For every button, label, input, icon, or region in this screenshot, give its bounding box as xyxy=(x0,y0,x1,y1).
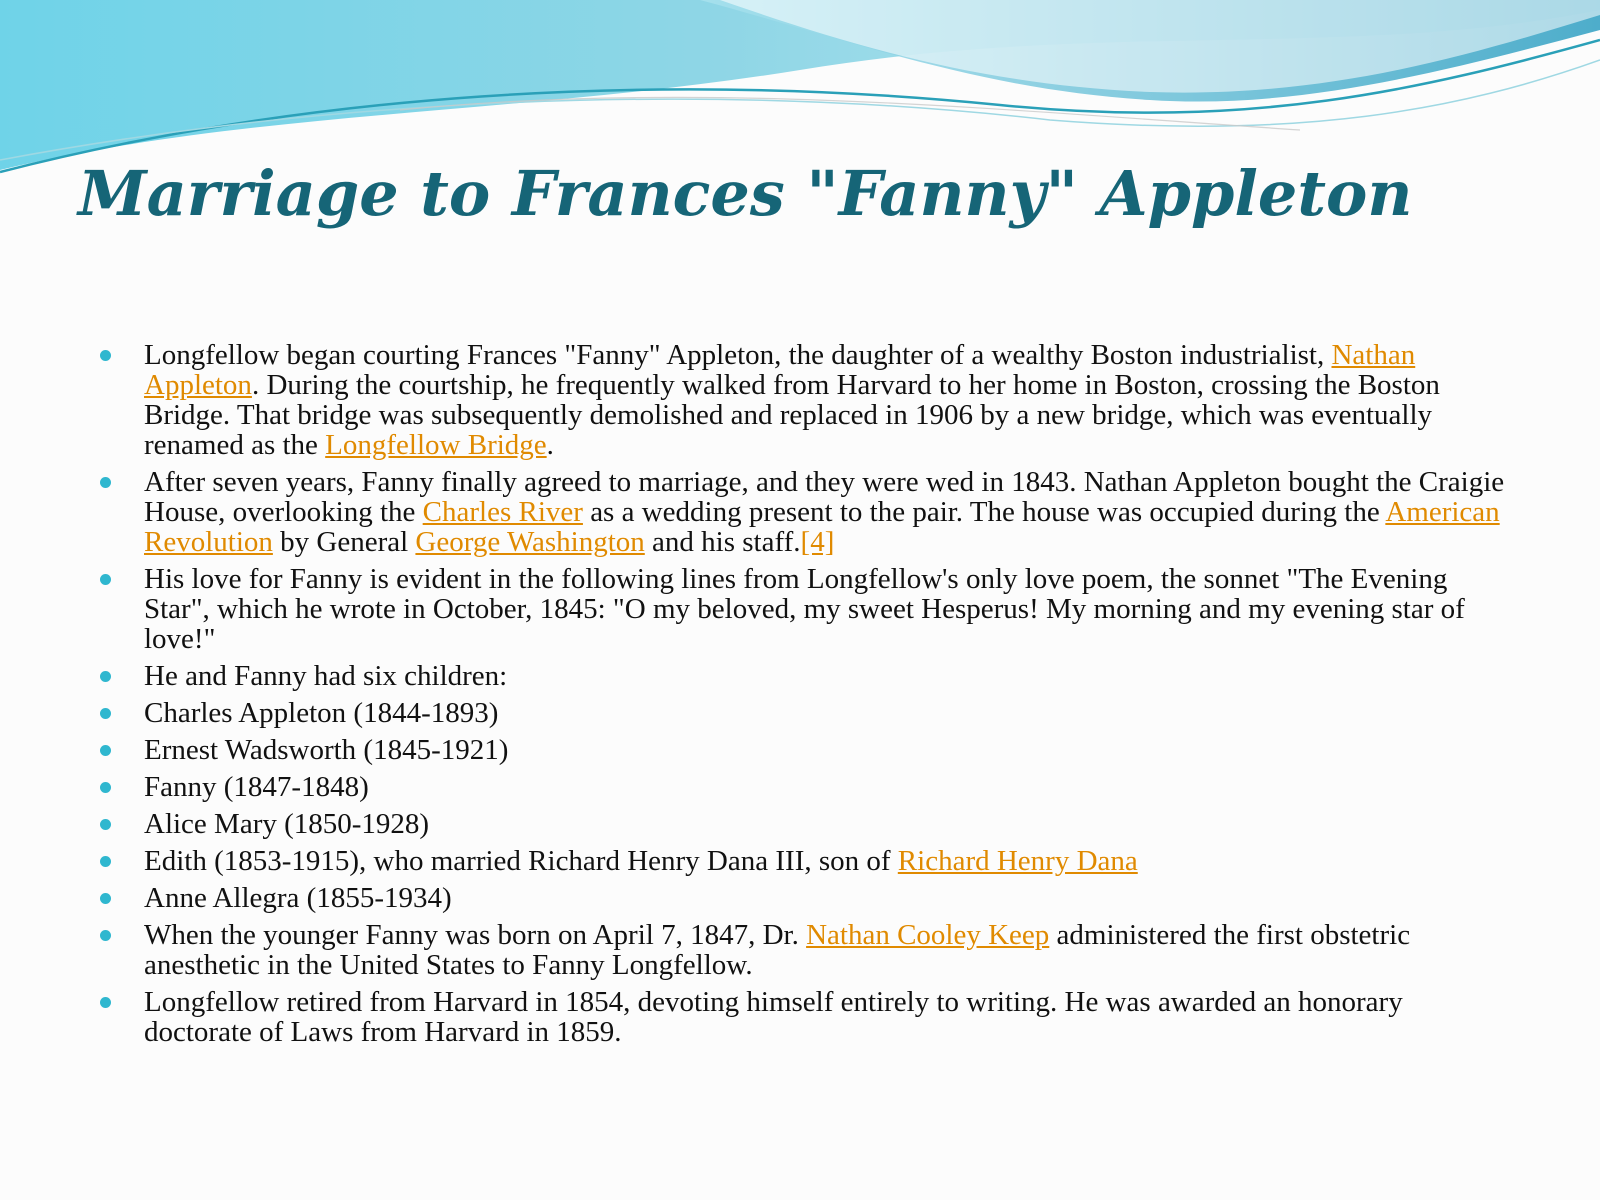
bullet-dot-icon xyxy=(100,350,111,361)
bullet-dot-icon xyxy=(100,893,111,904)
bullet-text: Charles Appleton (1844-1893) xyxy=(144,697,499,729)
bullet-item xyxy=(96,661,1506,691)
hyperlink[interactable]: Nathan Appleton xyxy=(144,339,1416,401)
hyperlink[interactable]: [4] xyxy=(800,526,835,558)
bullet-item xyxy=(96,809,1506,839)
slide-title: Marriage to Frances "Fanny" Appleton xyxy=(78,157,1413,230)
bullet-dot-icon xyxy=(100,708,111,719)
bullet-text: and his staff. xyxy=(644,526,801,558)
hyperlink[interactable]: American Revolution xyxy=(144,496,1500,558)
bullet-text: administered the first obstetric anesthetic in the United States to Fanny Longfellow. xyxy=(144,919,1411,981)
bullet-list xyxy=(96,340,1506,1054)
hyperlink[interactable]: Longfellow Bridge xyxy=(325,429,547,461)
bullet-text: by General xyxy=(272,526,416,558)
bullet-dot-icon xyxy=(100,574,111,585)
bullet-item xyxy=(96,735,1506,765)
bullet-item xyxy=(96,340,1506,460)
bullet-dot-icon xyxy=(100,930,111,941)
bullet-dot-icon xyxy=(100,782,111,793)
bullet-item xyxy=(96,698,1506,728)
hyperlink[interactable]: Richard Henry Dana xyxy=(897,845,1138,877)
bullet-text: . During the courtship, he frequently walked from Harvard to her home in Boston, crossing the Boston Bridge. That bridge was subsequently demolished and replaced in 1906 by a new bridge, which was eventually renamed as the xyxy=(144,369,1440,461)
hyperlink[interactable]: Nathan Cooley Keep xyxy=(806,919,1050,951)
bullet-item xyxy=(96,846,1506,876)
hyperlink[interactable]: George Washington xyxy=(415,526,645,558)
bullet-text: Anne Allegra (1855-1934) xyxy=(144,882,452,914)
bullet-dot-icon xyxy=(100,477,111,488)
bullet-text: . xyxy=(546,429,554,461)
bullet-text: as a wedding present to the pair. The house was occupied during the xyxy=(582,496,1386,528)
bullet-text: Fanny (1847-1848) xyxy=(144,771,369,803)
hyperlink[interactable]: Charles River xyxy=(422,496,583,528)
bullet-item xyxy=(96,467,1506,557)
bullet-dot-icon xyxy=(100,671,111,682)
bullet-text: When the younger Fanny was born on April 7, 1847, Dr. xyxy=(144,919,807,951)
bullet-dot-icon xyxy=(100,997,111,1008)
bullet-dot-icon xyxy=(100,856,111,867)
bullet-item xyxy=(96,772,1506,802)
bullet-text: He and Fanny had six children: xyxy=(144,660,508,692)
bullet-text: After seven years, Fanny finally agreed to marriage, and they were wed in 1843. Nathan Appleton bought the Craigie House, overlooking the xyxy=(144,466,1505,528)
bullet-dot-icon xyxy=(100,745,111,756)
bullet-text: His love for Fanny is evident in the following lines from Longfellow's only love poem, the sonnet "The Evening Star", which he wrote in October, 1845: "O my beloved, my sweet Hesperus! My morning and my evening star of love!" xyxy=(144,563,1465,655)
bullet-item xyxy=(96,883,1506,913)
bullet-text: Edith (1853-1915), who married Richard Henry Dana III, son of xyxy=(144,845,898,877)
bullet-text: Alice Mary (1850-1928) xyxy=(144,808,430,840)
bullet-text: Longfellow retired from Harvard in 1854, devoting himself entirely to writing. He was awarded an honorary doctorate of Laws from Harvard in 1859. xyxy=(144,986,1403,1048)
bullet-item xyxy=(96,920,1506,980)
bullet-text: Ernest Wadsworth (1845-1921) xyxy=(144,734,509,766)
bullet-text: Longfellow began courting Frances "Fanny" Appleton, the daughter of a wealthy Boston industrialist, xyxy=(144,339,1332,371)
bullet-item xyxy=(96,987,1506,1047)
bullet-item xyxy=(96,564,1506,654)
bullet-dot-icon xyxy=(100,819,111,830)
